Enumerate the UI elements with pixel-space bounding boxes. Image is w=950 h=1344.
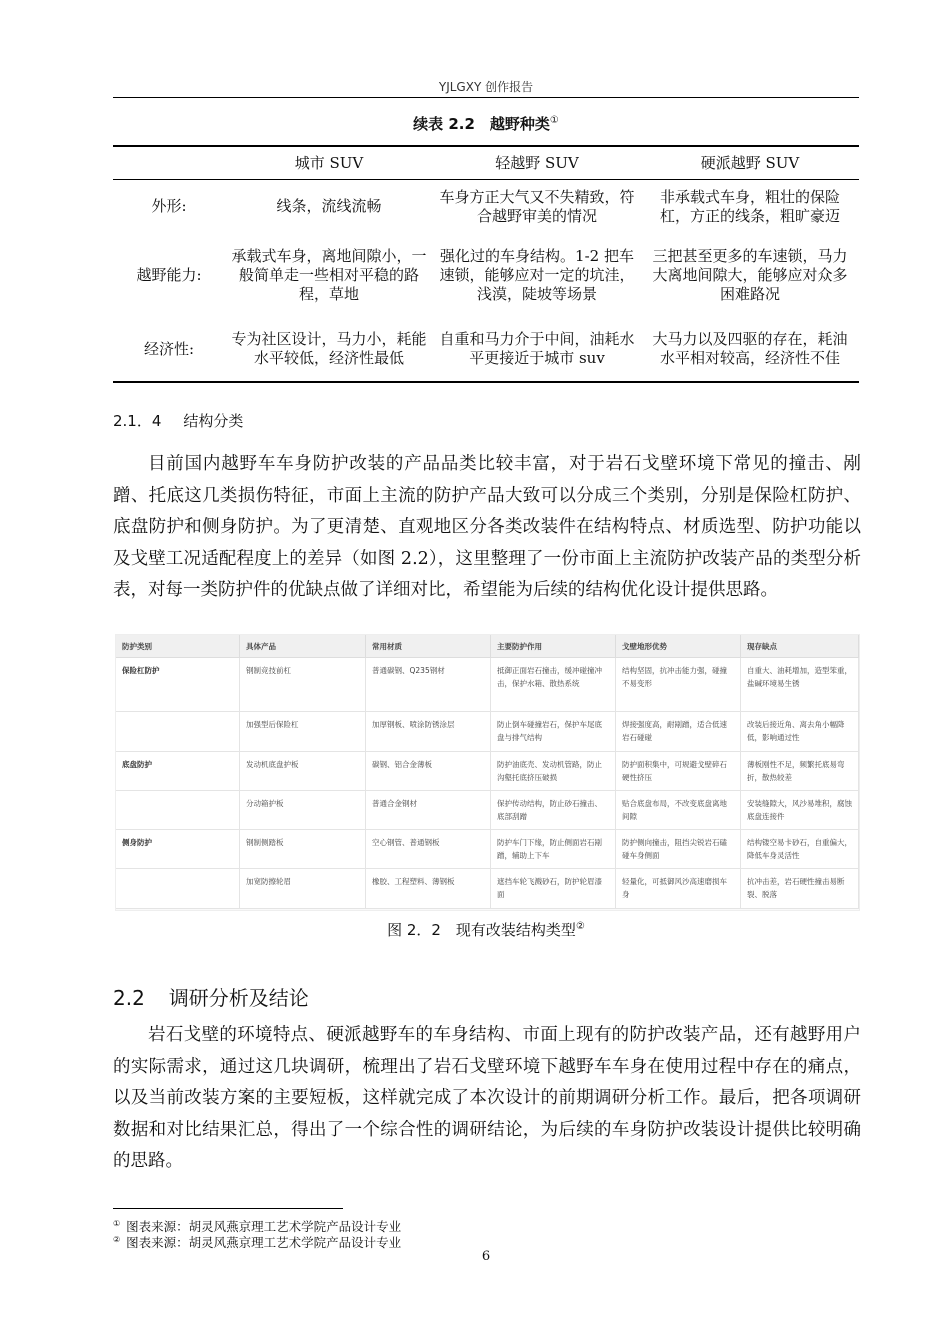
footnote-mark: ② [113,1235,121,1244]
table-cell: 车身方正大气又不失精致，符合越野审美的情况 [439,187,635,225]
figure-row [116,712,859,752]
table-row [113,234,859,318]
table-caption [113,113,859,134]
figure-cell: 侧身防护 [116,830,240,869]
body-paragraph: 岩石戈壁的环境特点、硬派越野车的车身结构、市面上现有的防护改装产品，还有越野用户的实际需求，通过这几块调研，梳理出了岩石戈壁环境下越野车车身在使用过程中存在的痛点，以及当前改装方案的主要短板，这样就完成了本次设计的前期调研分析工作。最后，把各项调研数据和对比结果汇总，得出了一个综合性的调研结论，为后续的车身防护改装设计提供比较明确的思路。 [113,1025,861,1171]
table-header-cell: 硬派越野 SUV [641,146,859,180]
suv-type-table [113,145,859,383]
figure-caption-text: 图 2．2 现有改装结构类型 [387,921,576,939]
page-number: 6 [481,1249,491,1264]
figure-cell: 空心钢管、普通钢板 [366,830,491,869]
figure-cell: 结构镂空易卡砂石，自重偏大，降低车身灵活性 [741,830,859,869]
figure-cell: 钢制竞技前杠 [240,658,366,712]
footnote [113,1232,401,1250]
table-cell: 三把甚至更多的车速锁，马力大离地间隙大，能够应对众多困难路况 [652,247,848,303]
table-cell: 专为社区设计，马力小，耗能水平较低，经济性最低 [225,318,433,382]
figure-cell: 薄板刚性不足，频繁托底易弯折，散热较差 [741,752,859,791]
figure-cell: 加厚钢板、喷涂防锈涂层 [366,712,491,752]
figure-cell: 抗冲击差，岩石硬性撞击易断裂、脱落 [741,869,859,909]
table-header-row [113,146,859,180]
footnote-rule [113,1208,343,1209]
table-row [113,318,859,382]
table-caption-text: 续表 2.2 越野种类 [413,115,550,133]
figure-cell: 分动箱护板 [240,791,366,830]
figure-row [116,752,859,791]
figure-cell: 轻量化，可抵御风沙高速磨损车身 [616,869,741,909]
figure-cell: 防护车门下缘，防止侧面岩石剐蹭，辅助上下车 [491,830,616,869]
figure-cell: 结构坚固，抗冲击能力强，碰撞不易变形 [616,658,741,712]
figure-cell: 普通合金钢材 [366,791,491,830]
body-paragraph: 目前国内越野车车身防护改装的产品品类比较丰富，对于岩石戈壁环境下常见的撞击、剐蹭、托底这几类损伤特征，市面上主流的防护产品大致可以分成三个类别，分别是保险杠防护、底盘防护和侧身防护。为了更清楚、直观地区分各类改装件在结构特点、材质选型、防护功能以及戈壁工况适配程度上的差异（如图 2.2），这里整理了一份市面上主流防护改装产品的类型分析表，对每一类防护件的优缺点做了详细对比，希望能为后续的结构优化设计提供思路。 [113,454,861,600]
table-header-cell: 城市 SUV [225,146,433,180]
footnote-text: 图表来源：胡灵风燕京理工艺术学院产品设计专业 [126,1235,402,1251]
section-title: 结构分类 [183,412,244,430]
figure-cell [116,712,240,752]
table-cell: 线条，流线流畅 [276,197,382,216]
table-cell: 强化过的车身结构。1-2 把车速锁，能够应对一定的坑洼，浅漠，陡坡等场景 [439,247,635,303]
figure-header-row [116,635,859,658]
table-header-cell [113,146,225,180]
figure-cell: 保护传动结构，防止砂石撞击、底部刮蹭 [491,791,616,830]
figure-header-cell: 防护类别 [116,635,240,658]
figure-cell: 贴合底盘布局，不改变底盘离地间隙 [616,791,741,830]
section-heading-2-1-4 [113,410,243,431]
row-label: 外形: [151,197,187,216]
figure-cell: 防护面积集中，可规避戈壁碎石硬性挤压 [616,752,741,791]
section-heading-2-2 [113,982,309,1011]
figure-caption-note: ② [575,921,585,932]
figure-cell: 橡胶、工程塑料、薄钢板 [366,869,491,909]
figure-header-cell: 戈壁地形优势 [616,635,741,658]
table-cell: 大马力以及四驱的存在，耗油水平相对较高，经济性不佳 [641,318,859,382]
figure-header-cell: 主要防护作用 [491,635,616,658]
section-title: 调研分析及结论 [168,986,309,1010]
figure-caption [113,919,859,940]
header-rule [113,97,859,98]
figure-cell: 碳钢、铝合金薄板 [366,752,491,791]
figure-cell: 焊接强度高，耐剐蹭，适合低速岩石碰碰 [616,712,741,752]
row-label: 经济性: [113,318,225,382]
section-number: 2.2 [113,986,145,1010]
section-number: 2.1．4 [113,412,162,430]
page-header: YJLGXY 创作报告 [438,80,534,94]
figure-row [116,830,859,869]
figure-cell: 底盘防护 [116,752,240,791]
table-cell: 自重和马力介于中间，油耗水平更接近于城市 suv [433,318,641,382]
figure-header-cell: 具体产品 [240,635,366,658]
figure-cell: 自重大、油耗增加，造型笨重，盐碱环境易生锈 [741,658,859,712]
figure-cell: 抵御正面岩石撞击，缓冲碰撞冲击，保护水箱、散热系统 [491,658,616,712]
figure-row [116,869,859,909]
table-cell: 承载式车身，离地间隙小，一般简单走一些相对平稳的路程，草地 [231,247,427,303]
figure-header-cell: 现存缺点 [741,635,859,658]
figure-cell: 加强型后保险杠 [240,712,366,752]
figure-cell: 改装后接近角、离去角小幅降低，影响通过性 [741,712,859,752]
row-label: 越野能力: [136,266,202,284]
figure-cell: 防止倒车碰撞岩石，保护车尾底盘与排气结构 [491,712,616,752]
figure-row [116,658,859,712]
figure-cell: 发动机底盘护板 [240,752,366,791]
figure-cell: 普通碳钢、Q235钢材 [366,658,491,712]
figure-image [115,634,860,911]
figure-cell [116,869,240,909]
figure-header-cell: 常用材质 [366,635,491,658]
figure-cell [116,791,240,830]
figure-cell: 防护侧向撞击，阻挡尖锐岩石磕碰车身侧面 [616,830,741,869]
table-row [113,180,859,234]
figure-cell: 安装缝隙大，风沙易堆积，腐蚀底盘连接件 [741,791,859,830]
modification-type-table [116,635,859,909]
figure-cell: 钢制侧踏板 [240,830,366,869]
figure-cell: 防护油底壳、发动机管路，防止沟壑托底挤压破损 [491,752,616,791]
footnote-mark: ① [113,1219,121,1228]
table-cell: 非承载式车身，粗壮的保险杠，方正的线条，粗旷豪迈 [659,187,840,225]
footnote-text: 图表来源：胡灵风燕京理工艺术学院产品设计专业 [126,1219,402,1235]
figure-cell: 加宽防擦轮眉 [240,869,366,909]
table-caption-note: ① [549,115,559,126]
figure-cell: 遮挡车轮飞溅砂石，防护轮眉漆面 [491,869,616,909]
figure-row [116,791,859,830]
table-header-cell: 轻越野 SUV [433,146,641,180]
figure-cell: 保险杠防护 [116,658,240,712]
